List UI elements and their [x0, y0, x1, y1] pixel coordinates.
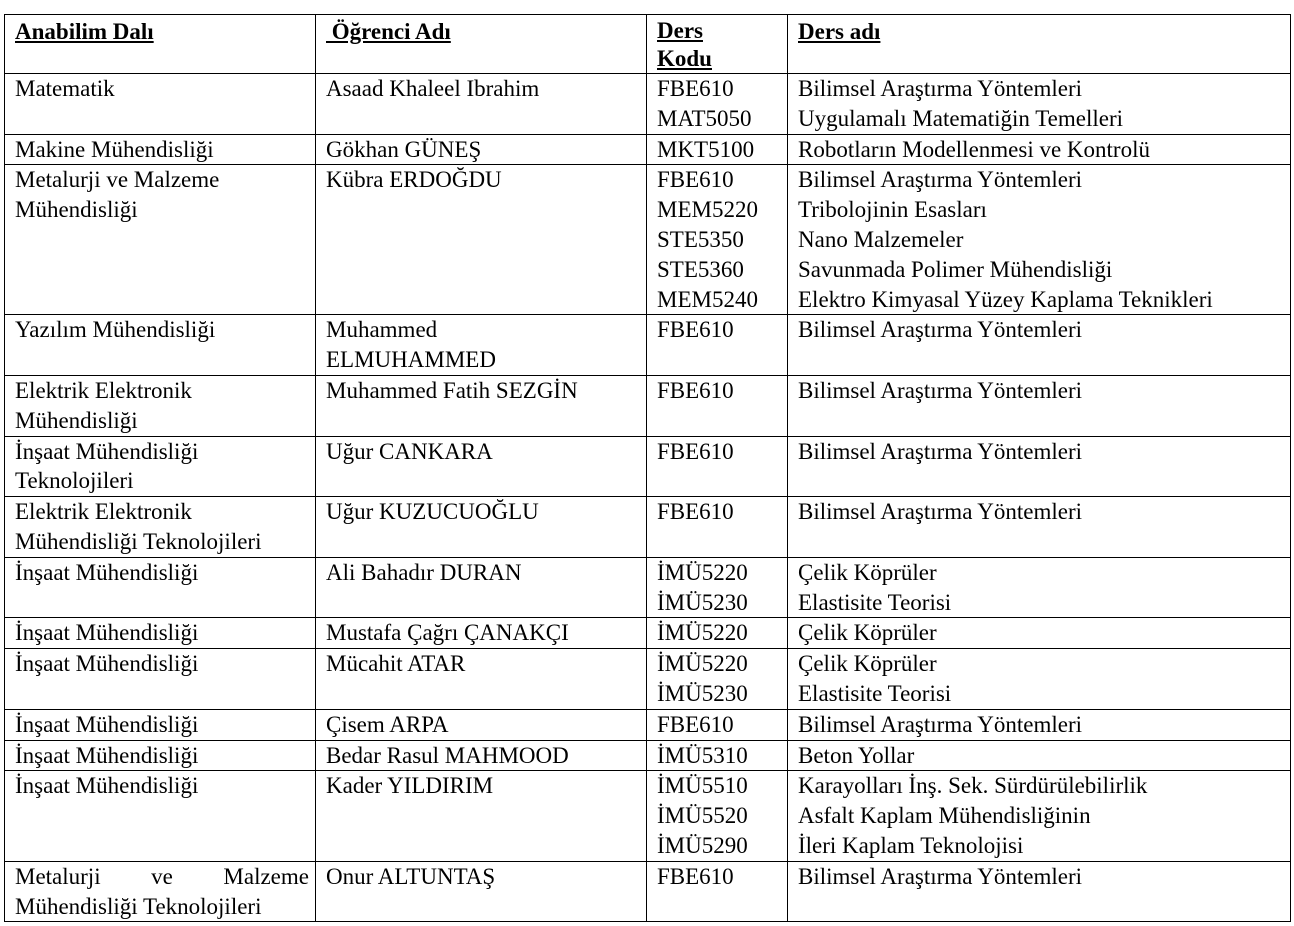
course-code-line: İMÜ5290	[657, 832, 748, 858]
student-name-cell	[316, 740, 647, 771]
course-code-line: İMÜ5230	[657, 680, 748, 706]
course-code-line: STE5360	[657, 256, 744, 282]
course-name-line: Bilimsel Araştırma Yöntemleri	[798, 711, 1083, 737]
course-name-cell	[788, 497, 1291, 558]
header-ogrenci-label: Öğrenci Adı	[326, 19, 451, 44]
course-name-cell	[788, 375, 1291, 436]
course-code-cell	[647, 134, 788, 165]
department-cell	[5, 649, 316, 710]
course-code-line: FBE610	[657, 167, 734, 193]
department-line: İnşaat Mühendisliği	[15, 773, 199, 799]
department-line: Teknolojileri	[15, 468, 134, 494]
course-name-cell	[788, 709, 1291, 740]
department-line: Yazılım Mühendisliği	[15, 317, 216, 343]
course-name-cell	[788, 618, 1291, 649]
course-code-cell	[647, 709, 788, 740]
course-code-cell	[647, 436, 788, 497]
course-name-cell	[788, 436, 1291, 497]
header-ders-adi: Ders adı	[788, 15, 1291, 74]
course-registration-table	[4, 14, 1291, 922]
department-cell	[5, 709, 316, 740]
student-name-cell	[316, 649, 647, 710]
course-code-line: FBE610	[657, 499, 734, 525]
course-code-line: MEM5220	[657, 197, 758, 223]
course-name-line: Elastisite Teorisi	[798, 680, 952, 706]
student-name-line: Muhammed	[326, 317, 438, 343]
table-row	[5, 709, 1291, 740]
table-row	[5, 375, 1291, 436]
table-row	[5, 861, 1291, 922]
department-line: İnşaat Mühendisliği	[15, 559, 199, 585]
course-name-line: İleri Kaplam Teknolojisi	[798, 832, 1024, 858]
table-row	[5, 649, 1291, 710]
student-name-line: Kübra ERDOĞDU	[326, 167, 502, 193]
department-line: Mühendisliği Teknolojileri	[15, 528, 262, 554]
course-code-line: FBE610	[657, 76, 734, 101]
student-name-line: Onur ALTUNTAŞ	[326, 863, 496, 889]
table-row	[5, 436, 1291, 497]
student-name-line: Kader YILDIRIM	[326, 773, 494, 799]
student-name-line: Uğur CANKARA	[326, 438, 493, 464]
course-name-cell	[788, 861, 1291, 922]
student-name-line: Gökhan GÜNEŞ	[326, 136, 482, 162]
student-name-cell	[316, 436, 647, 497]
student-name-line: Muhammed Fatih SEZGİN	[326, 377, 578, 403]
table-row	[5, 134, 1291, 165]
student-name-cell	[316, 861, 647, 922]
course-name-line: Bilimsel Araştırma Yöntemleri	[798, 499, 1083, 525]
course-name-line: Beton Yollar	[798, 742, 915, 768]
course-code-line: İMÜ5510	[657, 773, 748, 799]
department-line: Mühendisliği	[15, 407, 138, 433]
department-line: Mühendisliği	[15, 197, 138, 223]
table-row	[5, 315, 1291, 376]
course-code-line: FBE610	[657, 438, 734, 464]
department-line: Metalurji ve Malzeme	[15, 863, 309, 889]
course-code-line: İMÜ5220	[657, 620, 748, 646]
course-name-cell	[788, 557, 1291, 618]
student-name-cell	[316, 134, 647, 165]
student-name-line: ELMUHAMMED	[326, 347, 496, 373]
course-code-cell	[647, 618, 788, 649]
department-cell	[5, 497, 316, 558]
course-code-line: MAT5050	[657, 105, 752, 131]
course-name-line: Asfalt Kaplam Mühendisliğinin	[798, 803, 1091, 829]
student-name-line: Ali Bahadır DURAN	[326, 559, 522, 585]
student-name-cell	[316, 165, 647, 315]
student-name-cell	[316, 497, 647, 558]
student-name-cell	[316, 709, 647, 740]
course-code-cell	[647, 497, 788, 558]
department-cell	[5, 771, 316, 861]
student-name-line: Asaad Khaleel Ibrahim	[326, 76, 540, 101]
course-code-cell	[647, 315, 788, 376]
course-name-cell	[788, 315, 1291, 376]
course-name-line: Elastisite Teorisi	[798, 589, 952, 615]
course-name-line: Tribolojinin Esasları	[798, 197, 987, 223]
department-cell	[5, 740, 316, 771]
course-name-line: Çelik Köprüler	[798, 559, 937, 585]
course-code-line: İMÜ5230	[657, 589, 748, 615]
header-ogrenci-adi	[316, 15, 647, 74]
course-code-line: İMÜ5520	[657, 803, 748, 829]
header-row	[5, 15, 1291, 74]
course-name-cell	[788, 74, 1291, 135]
table-row	[5, 557, 1291, 618]
course-name-cell	[788, 771, 1291, 861]
course-code-cell	[647, 861, 788, 922]
department-cell	[5, 74, 316, 135]
student-name-cell	[316, 315, 647, 376]
course-name-line: Bilimsel Araştırma Yöntemleri	[798, 76, 1083, 101]
department-line: İnşaat Mühendisliği	[15, 742, 199, 768]
department-line: Mühendisliği Teknolojileri	[15, 893, 262, 919]
course-code-line: İMÜ5220	[657, 559, 748, 585]
student-name-line: Mustafa Çağrı ÇANAKÇI	[326, 620, 569, 646]
course-code-line: FBE610	[657, 317, 734, 343]
table-row	[5, 497, 1291, 558]
course-code-line: STE5350	[657, 226, 744, 252]
course-code-line: İMÜ5220	[657, 651, 748, 677]
course-name-cell	[788, 649, 1291, 710]
course-code-line: FBE610	[657, 711, 734, 737]
department-line: İnşaat Mühendisliği	[15, 651, 199, 677]
course-code-line: FBE610	[657, 377, 734, 403]
course-name-line: Elektro Kimyasal Yüzey Kaplama Teknikleri	[798, 286, 1213, 312]
course-code-cell	[647, 771, 788, 861]
department-cell	[5, 557, 316, 618]
department-cell	[5, 375, 316, 436]
department-cell	[5, 165, 316, 315]
table-row	[5, 740, 1291, 771]
department-cell	[5, 618, 316, 649]
header-ders-kodu	[647, 15, 788, 74]
table-row	[5, 771, 1291, 861]
course-name-line: Nano Malzemeler	[798, 226, 964, 252]
course-name-line: Çelik Köprüler	[798, 620, 937, 646]
department-line: İnşaat Mühendisliği	[15, 438, 199, 464]
course-name-line: Robotların Modellenmesi ve Kontrolü	[798, 136, 1150, 162]
department-line: Elektrik Elektronik	[15, 377, 192, 403]
department-line: Elektrik Elektronik	[15, 499, 192, 525]
course-code-cell	[647, 557, 788, 618]
course-code-line: FBE610	[657, 863, 734, 889]
course-name-cell	[788, 165, 1291, 315]
department-cell	[5, 436, 316, 497]
course-code-cell	[647, 649, 788, 710]
department-cell	[5, 861, 316, 922]
table-row	[5, 618, 1291, 649]
course-code-line: MKT5100	[657, 136, 755, 162]
header-ders-kodu-line1: Ders	[657, 18, 703, 43]
student-name-line: Çisem ARPA	[326, 711, 449, 737]
course-name-line: Uygulamalı Matematiğin Temelleri	[798, 105, 1123, 131]
department-cell	[5, 315, 316, 376]
student-name-line: Uğur KUZUCUOĞLU	[326, 499, 539, 525]
student-name-line: Bedar Rasul MAHMOOD	[326, 742, 569, 768]
course-name-line: Bilimsel Araştırma Yöntemleri	[798, 317, 1083, 343]
department-cell	[5, 134, 316, 165]
department-line: İnşaat Mühendisliği	[15, 620, 199, 646]
header-ders-kodu-line2: Kodu	[657, 46, 712, 71]
department-line: İnşaat Mühendisliği	[15, 711, 199, 737]
course-code-line: MEM5240	[657, 286, 758, 312]
course-name-line: Bilimsel Araştırma Yöntemleri	[798, 167, 1083, 193]
table-body	[5, 74, 1291, 922]
course-code-line: İMÜ5310	[657, 742, 748, 768]
course-name-line: Bilimsel Araştırma Yöntemleri	[798, 863, 1083, 889]
course-name-line: Çelik Köprüler	[798, 651, 937, 677]
course-name-line: Savunmada Polimer Mühendisliği	[798, 256, 1113, 282]
course-code-cell	[647, 74, 788, 135]
student-name-cell	[316, 771, 647, 861]
department-line: Metalurji ve Malzeme	[15, 167, 220, 193]
department-line: Makine Mühendisliği	[15, 136, 214, 162]
course-code-cell	[647, 375, 788, 436]
course-name-cell	[788, 134, 1291, 165]
course-code-cell	[647, 165, 788, 315]
course-name-line: Bilimsel Araştırma Yöntemleri	[798, 438, 1083, 464]
table-row	[5, 165, 1291, 315]
course-name-line: Bilimsel Araştırma Yöntemleri	[798, 377, 1083, 403]
table-row	[5, 74, 1291, 135]
student-name-cell	[316, 557, 647, 618]
course-name-cell	[788, 740, 1291, 771]
student-name-cell	[316, 375, 647, 436]
student-name-line: Mücahit ATAR	[326, 651, 466, 677]
header-anabilim-dali: Anabilim Dalı	[5, 15, 316, 74]
department-line: Matematik	[15, 76, 115, 101]
student-name-cell	[316, 618, 647, 649]
course-code-cell	[647, 740, 788, 771]
student-name-cell	[316, 74, 647, 135]
course-name-line: Karayolları İnş. Sek. Sürdürülebilirlik	[798, 773, 1148, 799]
